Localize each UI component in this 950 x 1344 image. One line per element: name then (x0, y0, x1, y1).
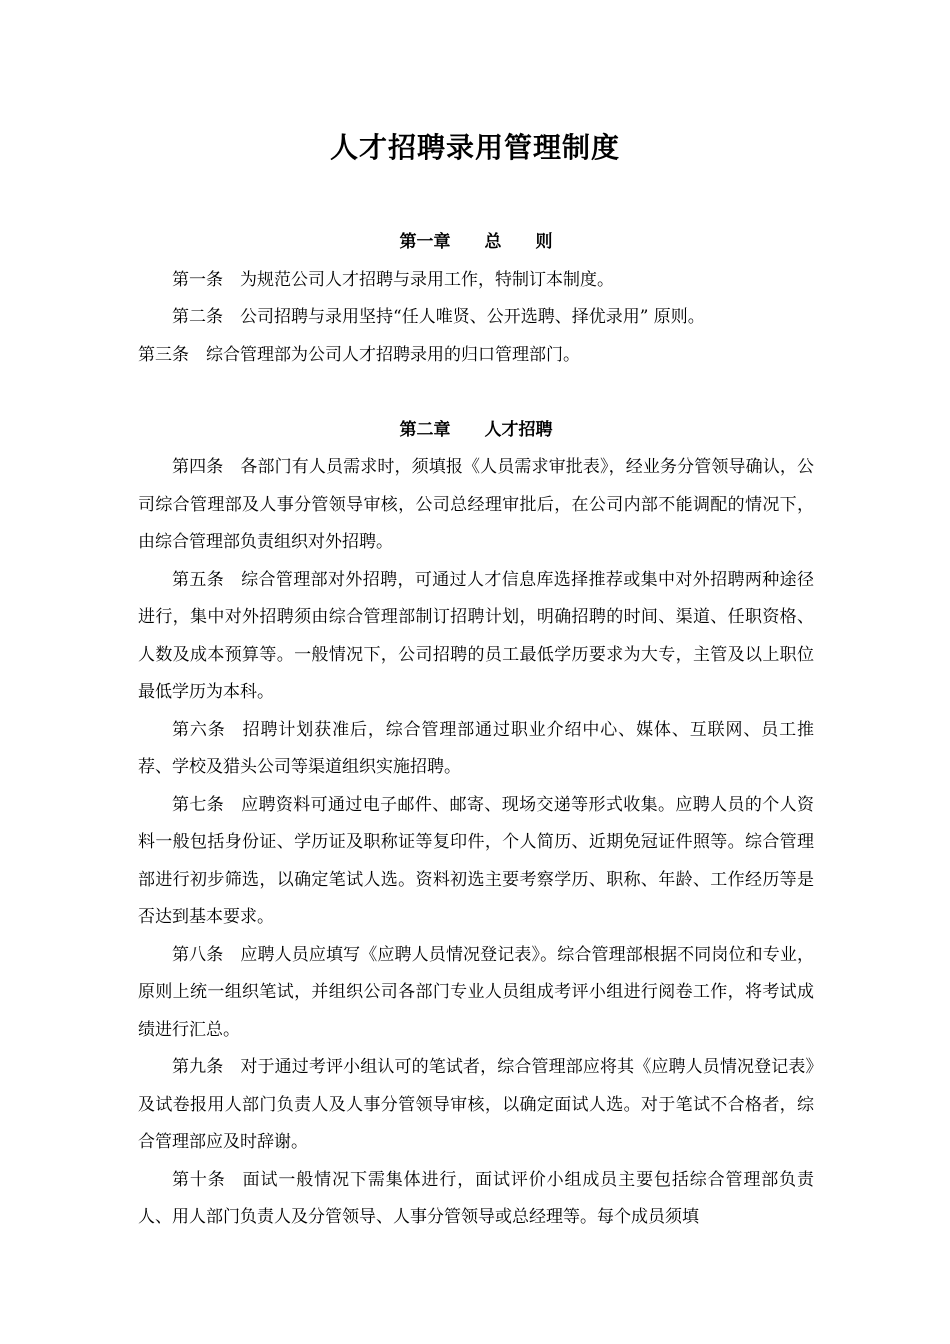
article-text: 公司招聘与录用坚持“任人唯贤、公开选聘、择优录用” 原则。 (240, 307, 705, 327)
article-number: 第十条 (172, 1169, 226, 1190)
article-4 (138, 449, 814, 562)
article-text: 应聘资料可通过电子邮件、邮寄、现场交递等形式收集。应聘人员的个人资料一般包括身份证、学历证及职称证等复印件，个人简历、近期免冠证件照等。综合管理部进行初步筛选，以确定笔试人选。资料初选主要考察学历、职称、年龄、工作经历等是否达到基本要求。 (138, 794, 815, 927)
chapter-heading: 第一章 总 则 (399, 232, 553, 252)
article-text: 各部门有人员需求时，须填报《人员需求审批表》，经业务分管领导确认，公司综合管理部及人事分管领导审核，公司总经理审批后，在公司内部不能调配的情况下，由综合管理部负责组织对外招聘。 (138, 457, 814, 552)
article-number: 第三条 (138, 344, 189, 365)
document-title: 人才招聘录用管理制度 (329, 131, 620, 164)
article-text: 面试一般情况下需集体进行，面试评价小组成员主要包括综合管理部负责人、用人部门负责人及分管领导、人事分管领导或总经理等。每个成员须填 (138, 1169, 815, 1227)
article-number: 第四条 (172, 457, 224, 477)
article-text: 为规范公司人才招聘与录用工作，特制订本制度。 (240, 269, 614, 290)
article-5 (138, 562, 814, 712)
article-number: 第二条 (172, 307, 223, 327)
article-text: 对于通过考评小组认可的笔试者，综合管理部应将其《应聘人员情况登记表》及试卷报用人部门负责人及人事分管领导审核，以确定面试人选。对于笔试不合格者，综合管理部应及时辞谢。 (138, 1057, 814, 1152)
article-number: 第九条 (172, 1057, 224, 1077)
article-3 (138, 337, 814, 375)
article-7 (138, 787, 814, 937)
document-body (138, 224, 814, 1237)
article-8 (138, 937, 814, 1050)
article-9 (138, 1049, 814, 1162)
article-text: 综合管理部为公司人才招聘录用的归口管理部门。 (206, 344, 580, 365)
article-text: 招聘计划获准后，综合管理部通过职业介绍中心、媒体、互联网、员工推荐、学校及猎头公司等渠道组织实施招聘。 (138, 719, 815, 777)
article-number: 第六条 (172, 719, 226, 740)
article-number: 第一条 (172, 269, 223, 290)
article-number: 第七条 (172, 794, 225, 815)
chapter-heading: 第二章 人才招聘 (399, 419, 553, 440)
article-2 (138, 299, 814, 337)
article-number: 第五条 (172, 569, 225, 590)
article-text: 综合管理部对外招聘，可通过人才信息库选择推荐或集中对外招聘两种途径进行，集中对外招聘须由综合管理部制订招聘计划，明确招聘的时间、渠道、任职资格、人数及成本预算等。一般情况下，公司招聘的员工最低学历要求为大专，主管及以上职位最低学历为本科。 (138, 569, 815, 702)
article-10 (138, 1162, 814, 1237)
article-6 (138, 712, 814, 787)
article-text: 应聘人员应填写《应聘人员情况登记表》。综合管理部根据不同岗位和专业，原则上统一组织笔试，并组织公司各部门专业人员组成考评小组进行阅卷工作，将考试成绩进行汇总。 (138, 944, 814, 1040)
article-1 (138, 262, 814, 300)
article-number: 第八条 (172, 944, 224, 965)
chapter-spacer (138, 374, 814, 412)
